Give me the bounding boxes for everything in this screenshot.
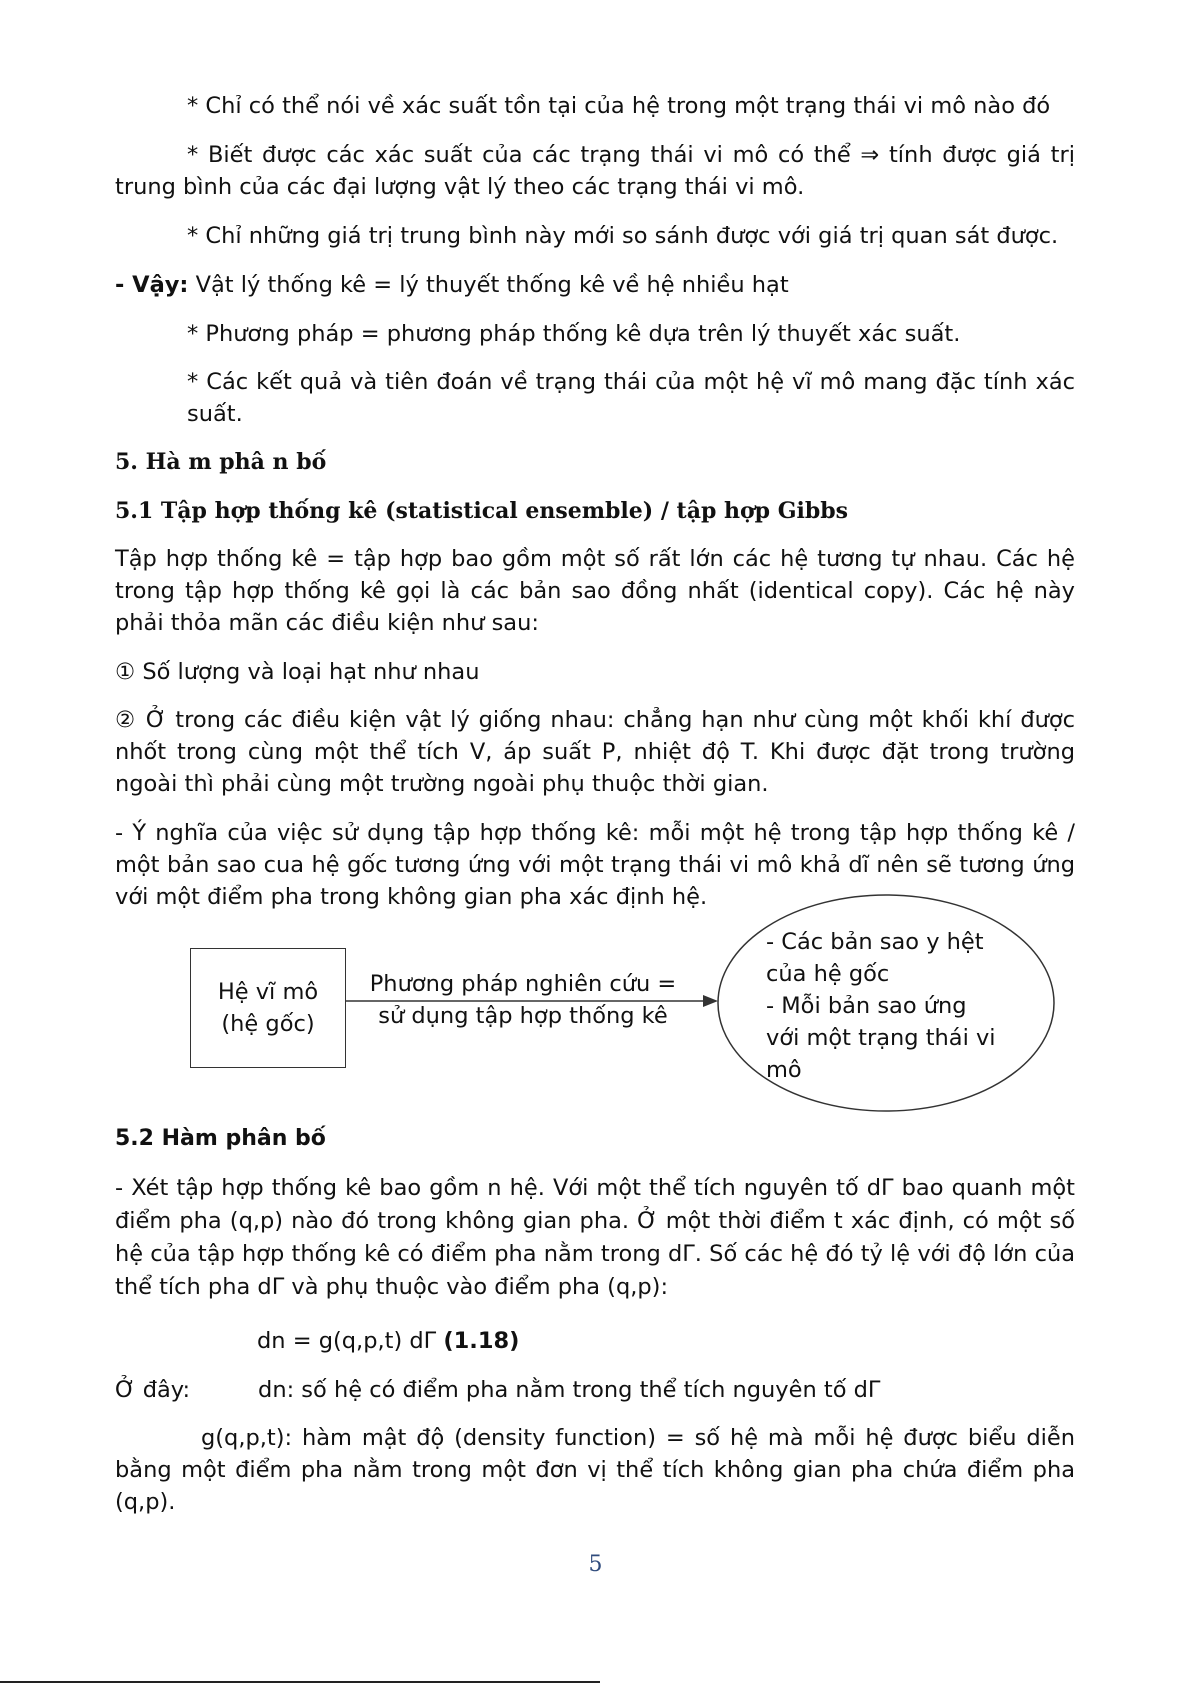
diagram-arrow-line-1: Phương pháp nghiên cứu = (369, 971, 677, 997)
diagram-arrow-line-2: sử dụng tập hợp thống kê (378, 1003, 668, 1029)
paragraph-microstate-probability: * Chỉ có thể nói về xác suất tồn tại của hệ trong một trạng thái vi mô nào đó (187, 93, 1051, 119)
footer-rule (0, 1681, 600, 1683)
formula-reference: (1.18) (443, 1328, 520, 1354)
formula-1-18 (257, 1325, 957, 1357)
section-5-heading: 5. Hà m phâ n bố (115, 449, 327, 475)
diagram-arrow-head (703, 995, 718, 1007)
diagram-ellipse-line-2: của hệ gốc (766, 961, 890, 987)
page-number: 5 (588, 1552, 603, 1577)
paragraph-density-function: g(q,p,t): hàm mật độ (density function) = số hệ mà mỗi hệ được biểu diễn bằng một điểm pha nằm trong một đơn vị thể tích không gian pha chứa điểm pha (q,p). (115, 1425, 1075, 1515)
condition-item-1: ① Số lượng và loại hạt như nhau (115, 659, 480, 685)
diagram-ellipse-line-4: với một trạng thái vi (766, 1025, 996, 1051)
diagram-ellipse-line-5: mô (766, 1057, 802, 1083)
condition-item-2: ② Ở trong các điều kiện vật lý giống nhau: chẳng hạn như cùng một khối khí được nhốt trong cùng một thể tích V, áp suất P, nhiệt độ T. Khi được đặt trong trường ngoài thì phải cùng một trường ngoài phụ thuộc thời gian. (115, 707, 1075, 797)
diagram-ellipse-line-1: - Các bản sao y hệt (766, 929, 984, 955)
diagram-ellipse-text (766, 926, 1016, 1086)
diagram-ellipse-line-3: - Mỗi bản sao ứng (766, 993, 967, 1019)
diagram-box-line-1: Hệ vĩ mô (217, 979, 319, 1005)
paragraph-method: * Phương pháp = phương pháp thống kê dựa trên lý thuyết xác suất. (187, 321, 961, 347)
where-line (115, 1374, 1075, 1406)
paragraph-distribution-setup: - Xét tập hợp thống kê bao gồm n hệ. Với một thể tích nguyên tố dΓ bao quanh một điểm pha (q,p) nào đó trong không gian pha. Ở một thời điểm t xác định, có một số hệ của tập hợp thống kê có điểm pha nằm trong dΓ. Số các hệ đó tỷ lệ với độ lớn của thể tích pha dΓ và phụ thuộc vào điểm pha (q,p): (115, 1175, 1075, 1300)
paragraph-ensemble-definition: Tập hợp thống kê = tập hợp bao gồm một số rất lớn các hệ tương tự nhau. Các hệ trong tập hợp thống kê gọi là các bản sao đồng nhất (identical copy). Các hệ này phải thỏa mãn các điều kiện như sau: (115, 546, 1075, 636)
paragraph-average-values: * Biết được các xác suất của các trạng thái vi mô có thể ⇒ tính được giá trị trung bình của các đại lượng vật lý theo các trạng thái vi mô. (115, 142, 1075, 200)
diagram-macro-system-box (190, 948, 346, 1068)
diagram-box-line-2: (hệ gốc) (221, 1011, 315, 1037)
section-5-2-heading: 5.2 Hàm phân bố (115, 1126, 326, 1151)
diagram-arrow-label (358, 968, 688, 1032)
conclusion-label: - Vậy: (115, 272, 189, 298)
paragraph-results-probabilistic: * Các kết quả và tiên đoán về trạng thái của một hệ vĩ mô mang đặc tính xác suất. (187, 369, 1075, 427)
section-5-1-heading: 5.1 Tập hợp thống kê (statistical ensemble) / tập hợp Gibbs (115, 498, 849, 524)
conclusion-text: Vật lý thống kê = lý thuyết thống kê về hệ nhiều hạt (188, 272, 789, 298)
paragraph-compare-observed: * Chỉ những giá trị trung bình này mới so sánh được với giá trị quan sát được. (187, 223, 1059, 249)
paragraph-ensemble-meaning: - Ý nghĩa của việc sử dụng tập hợp thống kê: mỗi một hệ trong tập hợp thống kê / một bản sao cua hệ gốc tương ứng với một trạng thái vi mô khả dĩ nên sẽ tương ứng với một điểm pha trong không gian pha xác định hệ. (115, 820, 1075, 910)
formula-text: dn = g(q,p,t) dΓ (257, 1328, 444, 1354)
where-label: Ở đây: (115, 1377, 191, 1403)
where-text: dn: số hệ có điểm pha nằm trong thể tích nguyên tố dΓ (258, 1377, 881, 1403)
